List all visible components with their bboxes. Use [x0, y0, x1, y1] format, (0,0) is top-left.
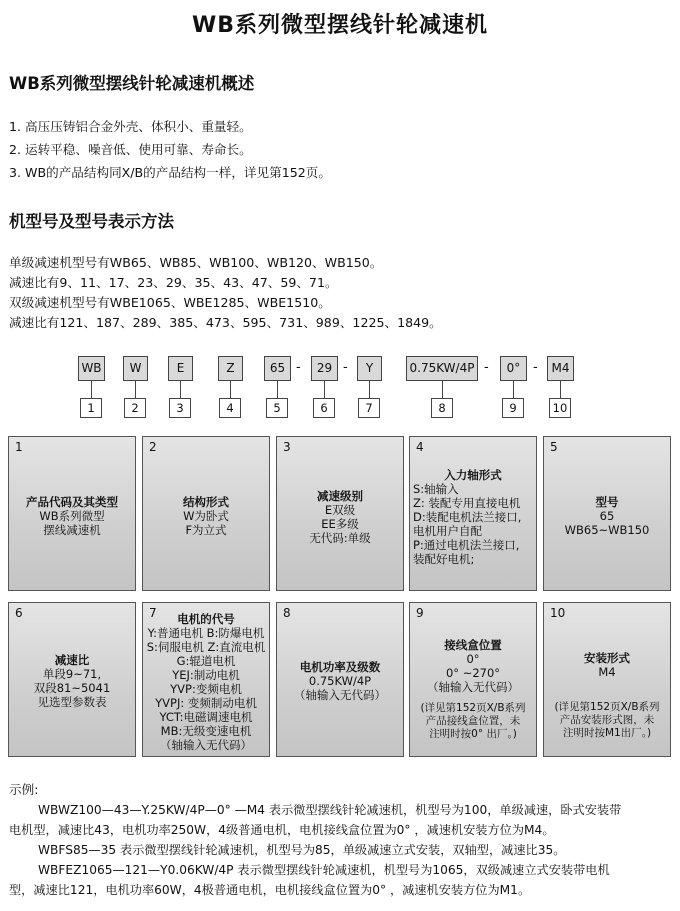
model-line: 减速比有121、187、289、385、473、595、731、989、1225、1849。: [9, 315, 442, 330]
code-number: 5: [266, 398, 288, 418]
card-title: 结构形式: [183, 495, 229, 509]
card-note: 注明时按0° 出厂。): [429, 728, 517, 740]
card-number: 10: [550, 606, 566, 620]
card-note: 产品安装形式图，未: [559, 714, 655, 726]
card-line: 65: [599, 509, 615, 523]
card-line: 单段9~71,: [42, 667, 102, 681]
connector-line: [324, 381, 325, 398]
card-number: 2: [149, 440, 157, 454]
card-number: 1: [15, 440, 23, 454]
card-motor-power: [276, 602, 404, 757]
connector-line: [442, 381, 443, 398]
card-number: 8: [283, 606, 291, 620]
examples-label: 示例:: [9, 782, 39, 797]
card-reduction-stage: [276, 436, 404, 591]
model-heading: 机型号及型号表示方法: [9, 212, 174, 231]
card-line: YVP:变频电机: [170, 682, 242, 696]
card-line: D:装配电机法兰接口,: [413, 510, 522, 524]
model-line: 单级减速机型号有WB65、WB85、WB100、WB120、WB150。: [9, 255, 383, 270]
code-segment-power: 0.75KW/4P: [406, 356, 478, 381]
code-number: 8: [431, 398, 453, 418]
overview-item: 3. WB的产品结构同X/B的产品结构一样，详见第152页。: [9, 165, 331, 180]
card-input-shaft: [409, 436, 537, 591]
card-line: YCT:电磁调速电机: [159, 710, 253, 724]
code-segment-mounting: M4: [547, 356, 574, 381]
example-line: 型，减速比121，电机功率60W，4极普通电机，电机接线盒位置为0° ，减速机安装方位为M1。: [9, 883, 531, 897]
card-structure: [142, 436, 270, 591]
code-segment-ratio: 29: [311, 356, 338, 381]
card-line: （轴输入无代码）: [427, 680, 519, 694]
code-segment-input: Z: [218, 356, 243, 381]
card-line: 0°: [466, 652, 480, 666]
card-line: Z: 装配专用直接电机: [413, 496, 521, 510]
example-line: 电机型，减速比43，电机功率250W，4级普通电机，电机接线盒位置为0° ，减速机安装方位为M4。: [9, 823, 555, 837]
card-line: MB:无级变速电机: [160, 724, 252, 738]
card-terminal-box: [409, 602, 537, 757]
card-number: 6: [15, 606, 23, 620]
card-line: S:轴输入: [413, 482, 459, 496]
card-number: 4: [416, 440, 424, 454]
connector-line: [180, 381, 181, 398]
card-product-code: [8, 436, 136, 591]
card-line: Y:普通电机 B:防爆电机: [147, 626, 265, 640]
card-line: 0° ~270°: [445, 666, 501, 680]
card-motor-code: [142, 602, 270, 757]
card-title: 入力轴形式: [444, 468, 502, 482]
card-title: 型号: [595, 495, 619, 509]
code-segment-box-position: 0°: [500, 356, 527, 381]
code-segment-motor: Y: [357, 356, 382, 381]
code-segment-size: 65: [264, 356, 291, 381]
connector-line: [560, 381, 561, 398]
card-line: P:通过电机法兰接口,: [413, 538, 520, 552]
connector-line: [230, 381, 231, 398]
card-model-size: [543, 436, 671, 591]
overview-heading: WB系列微型摆线针轮减速机概述: [9, 74, 255, 93]
model-line: 减速比有9、11、17、23、29、35、43、47、59、71。: [9, 275, 338, 290]
card-line: 0.75KW/4P: [308, 674, 372, 688]
model-line: 双级减速机型号有WBE1065、WBE1285、WBE1510。: [9, 295, 331, 310]
connector-line: [513, 381, 514, 398]
card-line: 无代码:单级: [309, 531, 371, 545]
card-mounting-form: [543, 602, 671, 757]
connector-line: [135, 381, 136, 398]
code-dash: -: [296, 360, 301, 375]
card-title: 安装形式: [584, 651, 630, 665]
card-line: F为立式: [185, 523, 227, 537]
card-line: W为卧式: [183, 509, 229, 523]
card-line: YEJ:制动电机: [172, 668, 240, 682]
code-number: 9: [502, 398, 524, 418]
card-note: 产品接线盒位置，未: [425, 715, 521, 727]
code-number: 3: [169, 398, 191, 418]
code-segment-stage: E: [168, 356, 193, 381]
code-number: 1: [80, 398, 102, 418]
card-line: E双级: [324, 503, 356, 517]
card-number: 5: [550, 440, 558, 454]
card-title: 接线盒位置: [444, 638, 502, 652]
card-title: 产品代码及其类型: [26, 495, 118, 509]
code-number: 10: [549, 398, 571, 418]
code-number: 2: [124, 398, 146, 418]
card-line: WB65~WB150: [564, 523, 650, 537]
code-dash: -: [484, 360, 489, 375]
example-line: WBFEZ1065—121—Y0.06KW/4P 表示微型摆线针轮减速机，机型号为1065，双级减速立式安装带电机: [38, 863, 610, 877]
code-segment-product: WB: [78, 356, 105, 381]
card-line: EE多级: [321, 517, 359, 531]
card-line: M4: [598, 665, 616, 679]
page-title: WB系列微型摆线针轮减速机: [191, 13, 489, 38]
card-line: S:伺服电机 Z:直流电机: [146, 640, 266, 654]
code-number: 6: [313, 398, 335, 418]
card-title: 减速级别: [317, 489, 363, 503]
code-segment-structure: W: [123, 356, 148, 381]
connector-line: [91, 381, 92, 398]
code-number: 4: [219, 398, 241, 418]
card-title: 电机的代号: [177, 612, 235, 626]
code-dash: -: [343, 360, 348, 375]
code-number: 7: [358, 398, 380, 418]
connector-line: [369, 381, 370, 398]
card-number: 9: [416, 606, 424, 620]
card-line: YVPJ: 变频制动电机: [155, 696, 257, 710]
card-line: 见选型参数表: [37, 695, 107, 709]
code-dash: -: [533, 360, 538, 375]
card-number: 7: [149, 606, 157, 620]
example-line: WBWZ100—43—Y.25KW/4P—0° —M4 表示微型摆线针轮减速机，机型号为100，单级减速，卧式安装带: [38, 803, 622, 817]
card-note: (详见第152页X/B系列: [554, 701, 660, 713]
overview-item: 1. 高压压铸铝合金外壳、体积小、重量轻。: [9, 119, 252, 134]
card-line: 电机用户自配: [413, 524, 482, 538]
card-line: 双段81~5041: [33, 681, 111, 695]
card-line: （轴输入无代码）: [160, 738, 252, 752]
card-number: 3: [283, 440, 291, 454]
card-reduction-ratio: [8, 602, 136, 757]
card-line: （轴输入无代码）: [294, 688, 386, 702]
example-line: WBFS85—35 表示微型摆线针轮减速机，机型号为85，单级减速立式安装，双轴型，减速比35。: [38, 843, 566, 857]
card-title: 减速比: [54, 653, 90, 667]
card-line: G:辊道电机: [176, 654, 236, 668]
card-line: 装配好电机;: [413, 552, 475, 566]
card-note: 注明时按M1出厂。): [562, 727, 652, 739]
card-line: WB系列微型: [39, 509, 105, 523]
connector-line: [277, 381, 278, 398]
card-line: 摆线减速机: [43, 523, 101, 537]
card-note: (详见第152页X/B系列: [420, 702, 526, 714]
card-title: 电机功率及级数: [299, 660, 381, 674]
overview-item: 2. 运转平稳、噪音低、使用可靠、寿命长。: [9, 142, 252, 157]
